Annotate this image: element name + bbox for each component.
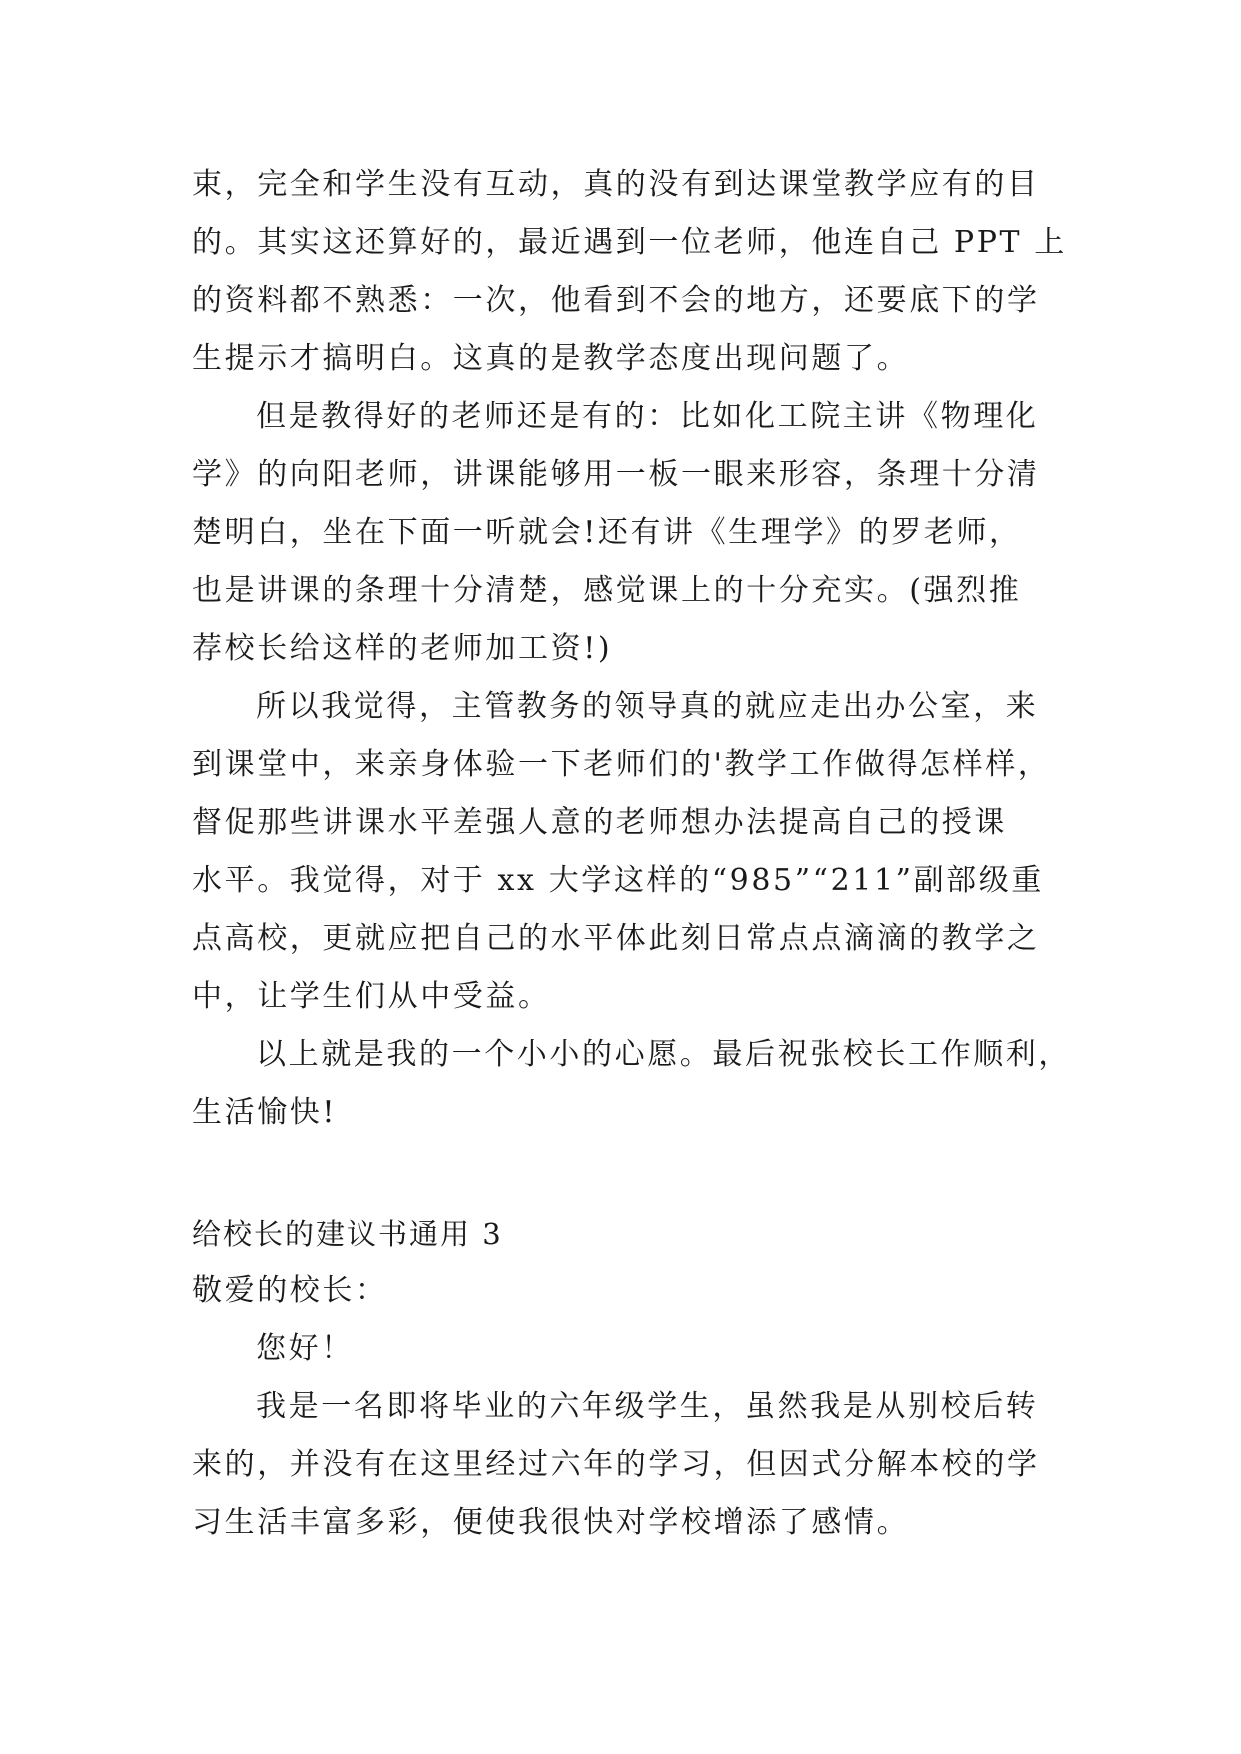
- text-line: 以上就是我的一个小小的心愿。最后祝张校长工作顺利，: [256, 1037, 1071, 1072]
- letter-body-continued: [192, 156, 1072, 1142]
- text-line: 生提示才搞明白。这真的是教学态度出现问题了。: [192, 341, 910, 376]
- text-line: 督促那些讲课水平差强人意的老师想办法提高自己的授课: [192, 805, 1007, 840]
- text-line: 水平。我觉得，对于 xx 大学这样的“985”“211”副部级重: [192, 863, 1044, 898]
- text-line: 点高校，更就应把自己的水平体此刻日常点点滴滴的教学之: [192, 921, 1040, 956]
- letter-3-paragraph-1: [192, 1378, 1072, 1552]
- text-line: 我是一名即将毕业的六年级学生，虽然我是从别校后转: [256, 1389, 1039, 1424]
- text-line: 生活愉快!: [192, 1095, 338, 1130]
- letter-3: [192, 1206, 1072, 1552]
- paragraph-1: [192, 156, 1072, 388]
- text-line: 学》的向阳老师，讲课能够用一板一眼来形容，条理十分清: [192, 457, 1040, 492]
- text-line: 所以我觉得，主管教务的领导真的就应走出办公室，来: [256, 689, 1039, 724]
- text-line: 也是讲课的条理十分清楚，感觉课上的十分充实。(强烈推: [192, 573, 1022, 608]
- letter-title: 给校长的建议书通用 3: [192, 1217, 503, 1251]
- text-line: 来的，并没有在这里经过六年的学习，但因式分解本校的学: [192, 1447, 1040, 1482]
- text-line: 楚明白，坐在下面一听就会!还有讲《生理学》的罗老师，: [192, 515, 1022, 550]
- paragraph-3: [192, 678, 1072, 1026]
- greeting: 您好！: [256, 1331, 354, 1366]
- text-line: 到课堂中，来亲身体验一下老师们的'教学工作做得怎样样，: [192, 747, 1051, 782]
- salutation: 敬爱的校长：: [192, 1273, 388, 1308]
- text-line: 但是教得好的老师还是有的：比如化工院主讲《物理化: [256, 399, 1039, 434]
- text-line: 习生活丰富多彩，便使我很快对学校增添了感情。: [192, 1505, 910, 1540]
- text-line: 束，完全和学生没有互动，真的没有到达课堂教学应有的目: [192, 167, 1040, 202]
- text-line: 的。其实这还算好的，最近遇到一位老师，他连自己 PPT 上: [192, 225, 1067, 260]
- paragraph-4: [192, 1026, 1072, 1142]
- paragraph-2: [192, 388, 1072, 678]
- text-line: 中，让学生们从中受益。: [192, 979, 551, 1014]
- text-line: 的资料都不熟悉：一次，他看到不会的地方，还要底下的学: [192, 283, 1040, 318]
- text-line: 荐校长给这样的老师加工资!): [192, 631, 613, 666]
